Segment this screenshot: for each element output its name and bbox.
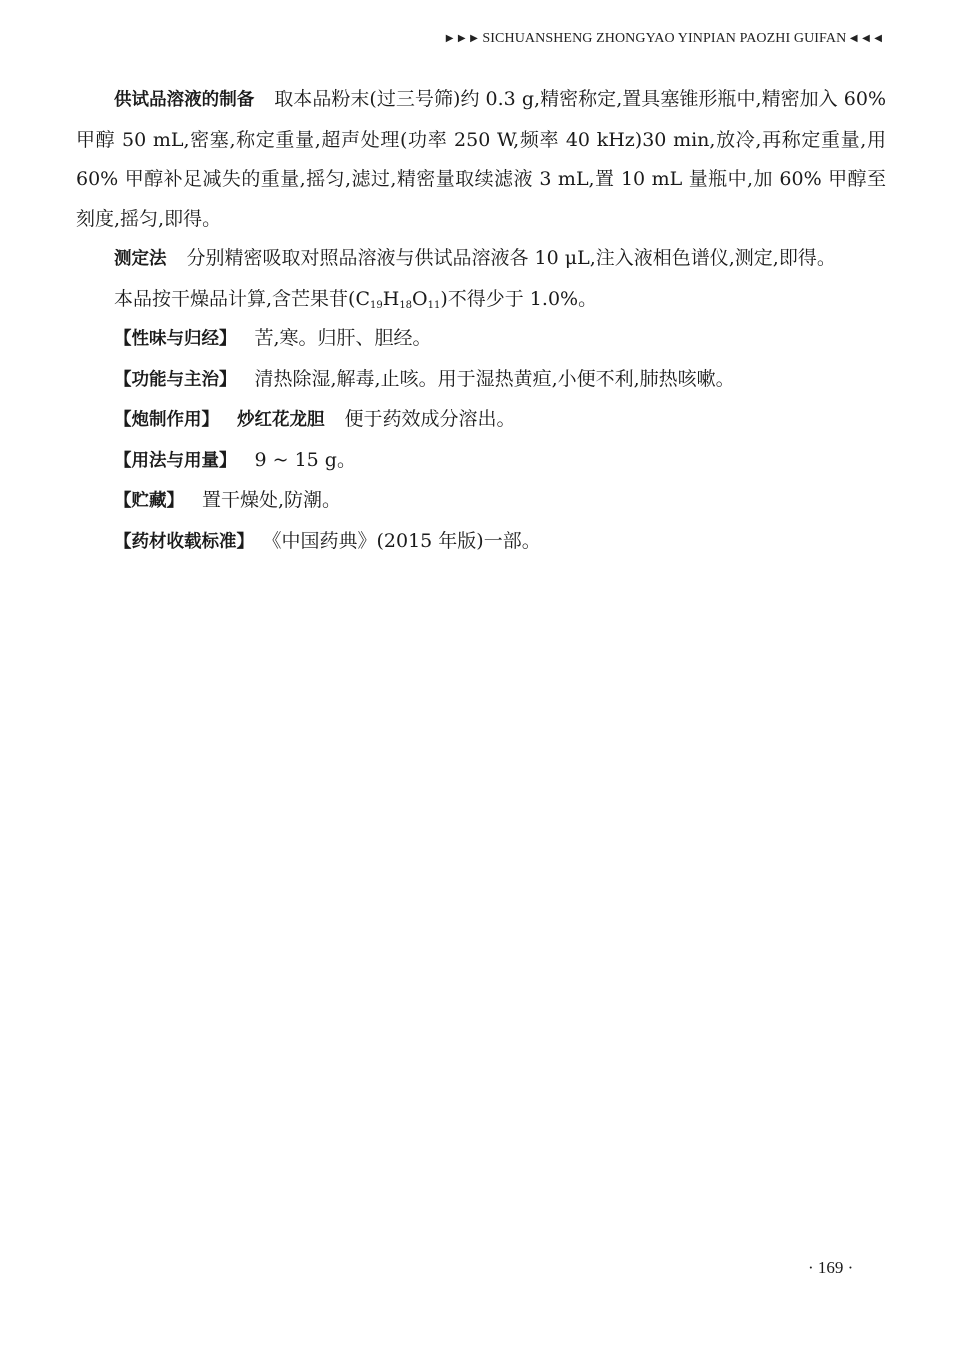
formula-o-subscript: 11 xyxy=(427,299,441,311)
nature-paragraph xyxy=(76,319,886,360)
test-solution-paragraph xyxy=(76,80,886,239)
formula-h: H xyxy=(382,287,400,310)
content-limit-prefix: 本品按干燥品计算,含芒果苷(C xyxy=(114,287,370,310)
dosage-paragraph xyxy=(76,441,886,482)
storage-text: 置干燥处,防潮。 xyxy=(202,489,342,511)
function-paragraph xyxy=(76,360,886,401)
assay-label: 测定法 xyxy=(114,249,167,269)
standard-label: 【药材收载标准】 xyxy=(114,531,254,552)
processing-label: 【炮制作用】 xyxy=(114,410,219,430)
content-limit-suffix: )不得少于 1.0%。 xyxy=(440,287,598,310)
assay-paragraph xyxy=(76,239,886,280)
standard-paragraph xyxy=(76,522,886,563)
test-solution-text: 取本品粉末(过三号筛)约 0.3 g,精密称定,置具塞锥形瓶中,精密加入 60% 甲醇 50 mL,密塞,称定重量,超声处理(功率 250 W,频率 40 kHz)30 min,放冷,再称定重量,用 60% 甲醇补足减失的重量,摇匀,滤过,精密量取续滤液 3 mL,置 10 mL 量瓶中,加 60% 甲醇至刻度,摇匀,即得。 xyxy=(76,88,886,230)
assay-text: 分别精密吸取对照品溶液与供试品溶液各 10 μL,注入液相色谱仪,测定,即得。 xyxy=(186,247,836,269)
formula-c-subscript: 19 xyxy=(370,299,383,311)
running-header xyxy=(446,31,883,47)
processing-paragraph xyxy=(76,400,886,441)
processing-text: 便于药效成分溶出。 xyxy=(344,408,516,430)
nature-label: 【性味与归经】 xyxy=(114,329,237,349)
standard-text: 《中国药典》(2015 年版)一部。 xyxy=(272,529,541,552)
content-limit-paragraph xyxy=(76,280,886,320)
function-text: 清热除湿,解毒,止咳。用于湿热黄疸,小便不利,肺热咳嗽。 xyxy=(254,367,735,390)
storage-label: 【贮藏】 xyxy=(114,491,184,511)
document-body xyxy=(76,80,886,562)
header-arrows-right: ◀ ◀ ◀ xyxy=(849,33,883,44)
dosage-label: 【用法与用量】 xyxy=(114,450,237,471)
function-label: 【功能与主治】 xyxy=(114,369,237,390)
header-title: SICHUANSHENG ZHONGYAO YINPIAN PAOZHI GUIFAN xyxy=(482,31,847,46)
storage-paragraph xyxy=(76,481,886,522)
test-solution-label: 供试品溶液的制备 xyxy=(114,90,255,110)
page-number: · 169 · xyxy=(808,1258,854,1277)
formula-o: O xyxy=(412,287,428,310)
formula-h-subscript: 18 xyxy=(399,299,413,311)
nature-text: 苦,寒。归肝、胆经。 xyxy=(254,327,432,349)
header-arrows-left: ▶ ▶ ▶ xyxy=(445,33,479,44)
dosage-text: 9 ~ 15 g。 xyxy=(254,448,356,471)
processing-sub-label: 炒红花龙胆 xyxy=(237,410,325,430)
